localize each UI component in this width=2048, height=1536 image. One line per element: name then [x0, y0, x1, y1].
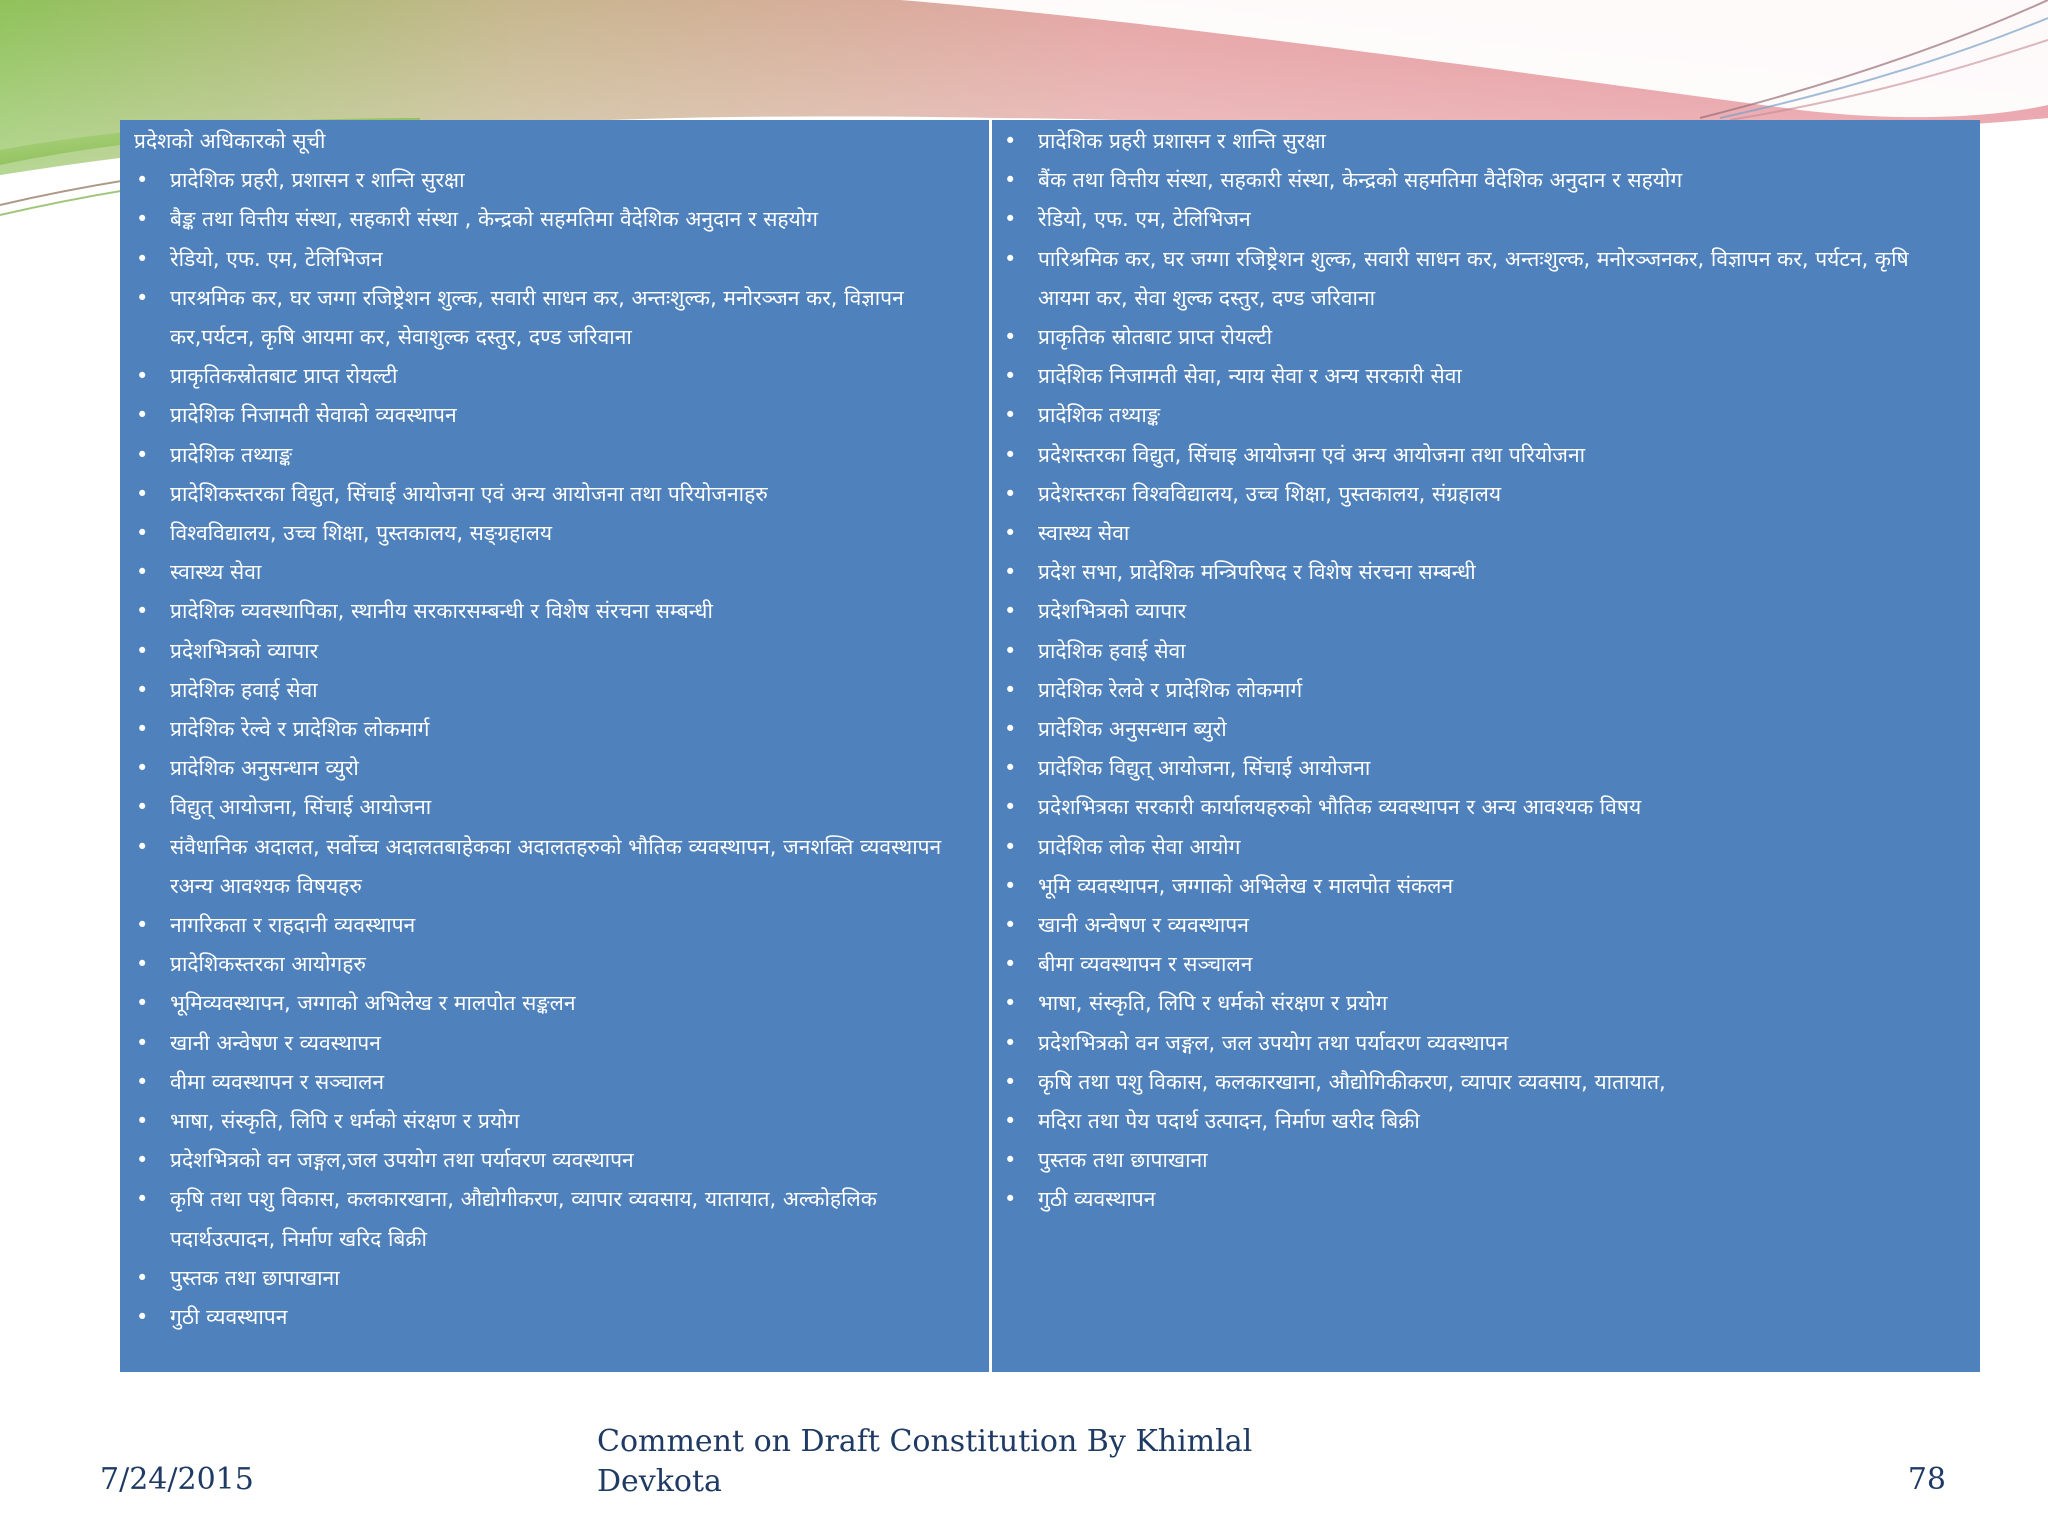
list-item-text: प्रादेशिक तथ्याङ्क [170, 442, 293, 467]
bullet-icon: • [1004, 129, 1017, 153]
list-item [132, 475, 969, 514]
list-item [1000, 710, 1960, 749]
list-item-text: प्रदेशभित्रको वन जङ्गल, जल उपयोग तथा पर्यावरण व्यवस्थापन [1038, 1030, 1509, 1055]
list-item [132, 710, 969, 749]
bullet-icon: • [136, 1187, 149, 1212]
list-item-text: पारश्रमिक कर, घर जग्गा रजिष्ट्रेशन शुल्क, सवारी साधन कर, अन्तःशुल्क, मनोरञ्जन कर, विज्ञापन कर,पर्यटन, कृषि आयमा कर, सेवाशुल्क दस्तुर, दण्ड जरिवाना [170, 285, 904, 350]
bullet-icon: • [1004, 795, 1017, 820]
list-item-text: विश्वविद्यालय, उच्च शिक्षा, पुस्तकालय, सङ्ग्रहालय [170, 521, 553, 546]
bullet-icon: • [136, 677, 149, 702]
list-item-text: बीमा व्यवस्थापन र सञ्चालन [1038, 952, 1253, 977]
bullet-icon: • [136, 599, 149, 624]
list-item-text: भाषा, संस्कृति, लिपि र धर्मको संरक्षण र प्रयोग [1038, 991, 1388, 1016]
list-item-text: प्रादेशिक तथ्याङ्क [1038, 403, 1161, 428]
list-item-text: प्राकृतिकस्रोतबाट प्राप्त रोयल्टी [170, 364, 398, 389]
list-item-text: रेडियो, एफ. एम, टेलिभिजन [1038, 207, 1251, 232]
bullet-icon: • [1004, 207, 1017, 232]
bullet-icon: • [1004, 481, 1017, 506]
list-item [132, 592, 969, 631]
list-item-text: गुठी व्यवस्थापन [170, 1305, 288, 1330]
list-item-text: प्रादेशिक लोक सेवा आयोग [1038, 834, 1241, 859]
list-item-text: प्रादेशिक अनुसन्धान व्युरो [170, 756, 359, 781]
bullet-icon: • [136, 638, 149, 663]
list-item [132, 200, 969, 239]
list-item-text: प्रदेशभित्रको व्यापार [170, 638, 319, 663]
list-item-text: प्रादेशिक हवाई सेवा [170, 677, 318, 702]
list-item [132, 1141, 969, 1180]
bullet-icon: • [1004, 364, 1017, 389]
list-item [1000, 161, 1960, 200]
list-item [1000, 200, 1960, 239]
list-item-text: नागरिकता र राहदानी व्यवस्थापन [170, 913, 416, 938]
column-heading: प्रदेशको अधिकारको सूची [134, 129, 326, 153]
list-item-text: प्रदेश सभा, प्रादेशिक मन्त्रिपरिषद र विशेष संरचना सम्बन्धी [1038, 560, 1476, 585]
list-item [1000, 240, 1960, 318]
bullet-icon: • [136, 403, 149, 428]
list-item [132, 1180, 969, 1258]
bullet-icon: • [136, 991, 149, 1016]
list-item-text: विद्युत् आयोजना, सिंचाई आयोजना [170, 795, 432, 820]
list-item-text: प्रादेशिक प्रहरी प्रशासन र शान्ति सुरक्षा [1038, 129, 1326, 153]
list-item [132, 514, 969, 553]
list-item-text: प्रदेशस्तरका विद्युत, सिंचाइ आयोजना एवं अन्य आयोजना तथा परियोजना [1038, 442, 1586, 467]
list-item-text: रेडियो, एफ. एम, टेलिभिजन [170, 246, 383, 271]
list-item [1000, 1063, 1960, 1102]
list-item [1000, 1180, 1960, 1219]
list-item [132, 396, 969, 435]
list-item [132, 632, 969, 671]
list-item [1000, 396, 1960, 435]
bullet-icon: • [136, 756, 149, 781]
bullet-icon: • [1004, 442, 1017, 467]
list-item-text: बैङ्क तथा वित्तीय संस्था, सहकारी संस्था , केन्द्रको सहमतिमा वैदेशिक अनुदान र सहयोग [170, 207, 818, 232]
bullet-icon: • [136, 207, 149, 232]
bullet-icon: • [136, 442, 149, 467]
bullet-icon: • [1004, 834, 1017, 859]
list-item [1000, 318, 1960, 357]
list-item [132, 1259, 969, 1298]
list-item-text: पुस्तक तथा छापाखाना [1038, 1148, 1208, 1173]
list-item [1000, 1024, 1960, 1063]
bullet-icon: • [136, 285, 149, 310]
list-item [132, 1024, 969, 1063]
list-item [132, 279, 969, 357]
list-item-text: खानी अन्वेषण र व्यवस्थापन [170, 1030, 381, 1055]
list-item-text: प्रादेशिक निजामती सेवाको व्यवस्थापन [170, 403, 457, 428]
bullet-icon: • [1004, 168, 1017, 193]
list-item-text: संवैधानिक अदालत, सर्वोच्च अदालतबाहेकका अदालतहरुको भौतिक व्यवस्थापन, जनशक्ति व्यवस्थापन रअन्य आवश्यक विषयहरु [170, 834, 942, 898]
list-item-text: खानी अन्वेषण र व्यवस्थापन [1038, 913, 1249, 938]
bullet-icon: • [136, 717, 149, 742]
list-item-text: प्रादेशिक विद्युत् आयोजना, सिंचाई आयोजना [1038, 756, 1371, 781]
list-item [1000, 122, 1960, 161]
list-item [1000, 592, 1960, 631]
list-item [132, 161, 969, 200]
list-item [132, 945, 969, 984]
bullet-icon: • [136, 795, 149, 820]
list-item-text: प्रदेशभित्रको वन जङ्गल,जल उपयोग तथा पर्यावरण व्यवस्थापन [170, 1148, 634, 1173]
bullet-icon: • [1004, 325, 1017, 350]
list-item [132, 906, 969, 945]
bullet-icon: • [1004, 599, 1017, 624]
list-item [132, 357, 969, 396]
list-item [1000, 357, 1960, 396]
list-item-text: प्रादेशिक प्रहरी, प्रशासन र शान्ति सुरक्षा [170, 168, 465, 193]
list-item [132, 553, 969, 592]
bullet-icon: • [1004, 521, 1017, 546]
bullet-icon: • [136, 1109, 149, 1134]
bullet-icon: • [136, 1148, 149, 1173]
bullet-icon: • [1004, 873, 1017, 898]
list-item-text: स्वास्थ्य सेवा [1038, 521, 1130, 546]
list-item-text: प्रादेशिकस्तरका विद्युत, सिंचाई आयोजना एवं अन्य आयोजना तथा परियोजनाहरु [170, 481, 768, 506]
list-item [132, 828, 969, 906]
left-item-list [132, 161, 969, 1337]
list-item [1000, 436, 1960, 475]
list-item [132, 788, 969, 827]
list-item [1000, 945, 1960, 984]
list-item-text: भूमिव्यवस्थापन, जग्गाको अभिलेख र मालपोत सङ्कलन [170, 991, 576, 1016]
list-item [132, 240, 969, 279]
bullet-icon: • [1004, 246, 1017, 271]
list-item [1000, 984, 1960, 1023]
list-item [1000, 1141, 1960, 1180]
bullet-icon: • [136, 168, 149, 193]
list-item-text: भूमि व्यवस्थापन, जग्गाको अभिलेख र मालपोत संकलन [1038, 873, 1454, 898]
list-item-text: पुस्तक तथा छापाखाना [170, 1265, 340, 1290]
bullet-icon: • [136, 364, 149, 389]
list-item [1000, 632, 1960, 671]
footer-date: 7/24/2015 [100, 1462, 254, 1497]
bullet-icon: • [1004, 1148, 1017, 1173]
bullet-icon: • [136, 1305, 149, 1330]
list-item [1000, 475, 1960, 514]
list-item [132, 749, 969, 788]
list-item [132, 984, 969, 1023]
bullet-icon: • [1004, 952, 1017, 977]
list-item-text: पारिश्रमिक कर, घर जग्गा रजिष्ट्रेशन शुल्क, सवारी साधन कर, अन्तःशुल्क, मनोरञ्जनकर, विज्ञापन कर, पर्यटन, कृषि आयमा कर, सेवा शुल्क दस्तुर, दण्ड जरिवाना [1038, 246, 1909, 310]
bullet-icon: • [136, 1265, 149, 1290]
list-item-text: प्रदेशभित्रको व्यापार [1038, 599, 1187, 624]
list-item-text: गुठी व्यवस्थापन [1038, 1187, 1156, 1212]
list-item-text: प्राकृतिक स्रोतबाट प्राप्त रोयल्टी [1038, 325, 1273, 350]
list-item-text: प्रदेशस्तरका विश्वविद्यालय, उच्च शिक्षा, पुस्तकालय, संग्रहालय [1038, 481, 1502, 506]
list-item-text: प्रादेशिक अनुसन्धान ब्युरो [1038, 717, 1227, 742]
list-item [1000, 553, 1960, 592]
bullet-icon: • [1004, 560, 1017, 585]
list-item-text: कृषि तथा पशु विकास, कलकारखाना, औद्योगिकीकरण, व्यापार व्यवसाय, यातायात, [1038, 1069, 1666, 1094]
list-item [132, 1102, 969, 1141]
list-item-text: प्रादेशिक रेल्वे र प्रादेशिक लोकमार्ग [170, 717, 430, 742]
list-item-text: प्रादेशिक हवाई सेवा [1038, 638, 1186, 663]
bullet-icon: • [136, 834, 149, 859]
list-item-text: स्वास्थ्य सेवा [170, 560, 262, 585]
list-item [1000, 788, 1960, 827]
right-item-list [1000, 122, 1960, 1220]
list-item-text: प्रादेशिक रेलवे र प्रादेशिक लोकमार्ग [1038, 677, 1303, 702]
bullet-icon: • [1004, 403, 1017, 428]
authority-comparison-table [120, 120, 1980, 1372]
bullet-icon: • [136, 481, 149, 506]
bullet-icon: • [1004, 638, 1017, 663]
bullet-icon: • [1004, 677, 1017, 702]
list-item [1000, 1102, 1960, 1141]
list-item [132, 1298, 969, 1337]
bullet-icon: • [136, 913, 149, 938]
bullet-icon: • [136, 560, 149, 585]
slide-number: 78 [1907, 1462, 1946, 1497]
bullet-icon: • [1004, 1069, 1017, 1094]
bullet-icon: • [136, 1069, 149, 1094]
table-column-left [120, 120, 989, 1372]
list-item-text: प्रादेशिक निजामती सेवा, न्याय सेवा र अन्य सरकारी सेवा [1038, 364, 1462, 389]
bullet-icon: • [136, 1030, 149, 1055]
list-item [1000, 749, 1960, 788]
footer-title: Comment on Draft Constitution By Khimlal Devkota [597, 1424, 1253, 1499]
list-item-text: मदिरा तथा पेय पदार्थ उत्पादन, निर्माण खरीद बिक्री [1038, 1109, 1420, 1134]
list-item [1000, 828, 1960, 867]
bullet-icon: • [1004, 1187, 1017, 1212]
list-item [132, 671, 969, 710]
list-item [1000, 671, 1960, 710]
list-item [132, 1063, 969, 1102]
list-item [1000, 906, 1960, 945]
bullet-icon: • [1004, 913, 1017, 938]
list-item [1000, 867, 1960, 906]
bullet-icon: • [1004, 991, 1017, 1016]
list-item-text: प्रादेशिक व्यवस्थापिका, स्थानीय सरकारसम्बन्धी र विशेष संरचना सम्बन्धी [170, 599, 713, 624]
list-item-text: भाषा, संस्कृति, लिपि र धर्मको संरक्षण र प्रयोग [170, 1109, 520, 1134]
table-column-right [992, 120, 1980, 1372]
list-item-text: कृषि तथा पशु विकास, कलकारखाना, औद्योगीकरण, व्यापार व्यवसाय, यातायात, अल्कोहलिक पदार्थउत्पादन, निर्माण खरिद बिक्री [170, 1187, 877, 1251]
bullet-icon: • [136, 246, 149, 271]
bullet-icon: • [1004, 1030, 1017, 1055]
list-item-text: वीमा व्यवस्थापन र सञ्चालन [170, 1069, 385, 1094]
bullet-icon: • [1004, 717, 1017, 742]
bullet-icon: • [1004, 756, 1017, 781]
list-item-text: प्रदेशभित्रका सरकारी कार्यालयहरुको भौतिक व्यवस्थापन र अन्य आवश्यक विषय [1038, 795, 1642, 820]
list-item [132, 436, 969, 475]
bullet-icon: • [1004, 1109, 1017, 1134]
bullet-icon: • [136, 952, 149, 977]
list-item [1000, 514, 1960, 553]
list-item-text: प्रादेशिकस्तरका आयोगहरु [170, 952, 366, 977]
list-item-text: बैंक तथा वित्तीय संस्था, सहकारी संस्था, केन्द्रको सहमतिमा वैदेशिक अनुदान र सहयोग [1038, 168, 1683, 193]
bullet-icon: • [136, 521, 149, 546]
